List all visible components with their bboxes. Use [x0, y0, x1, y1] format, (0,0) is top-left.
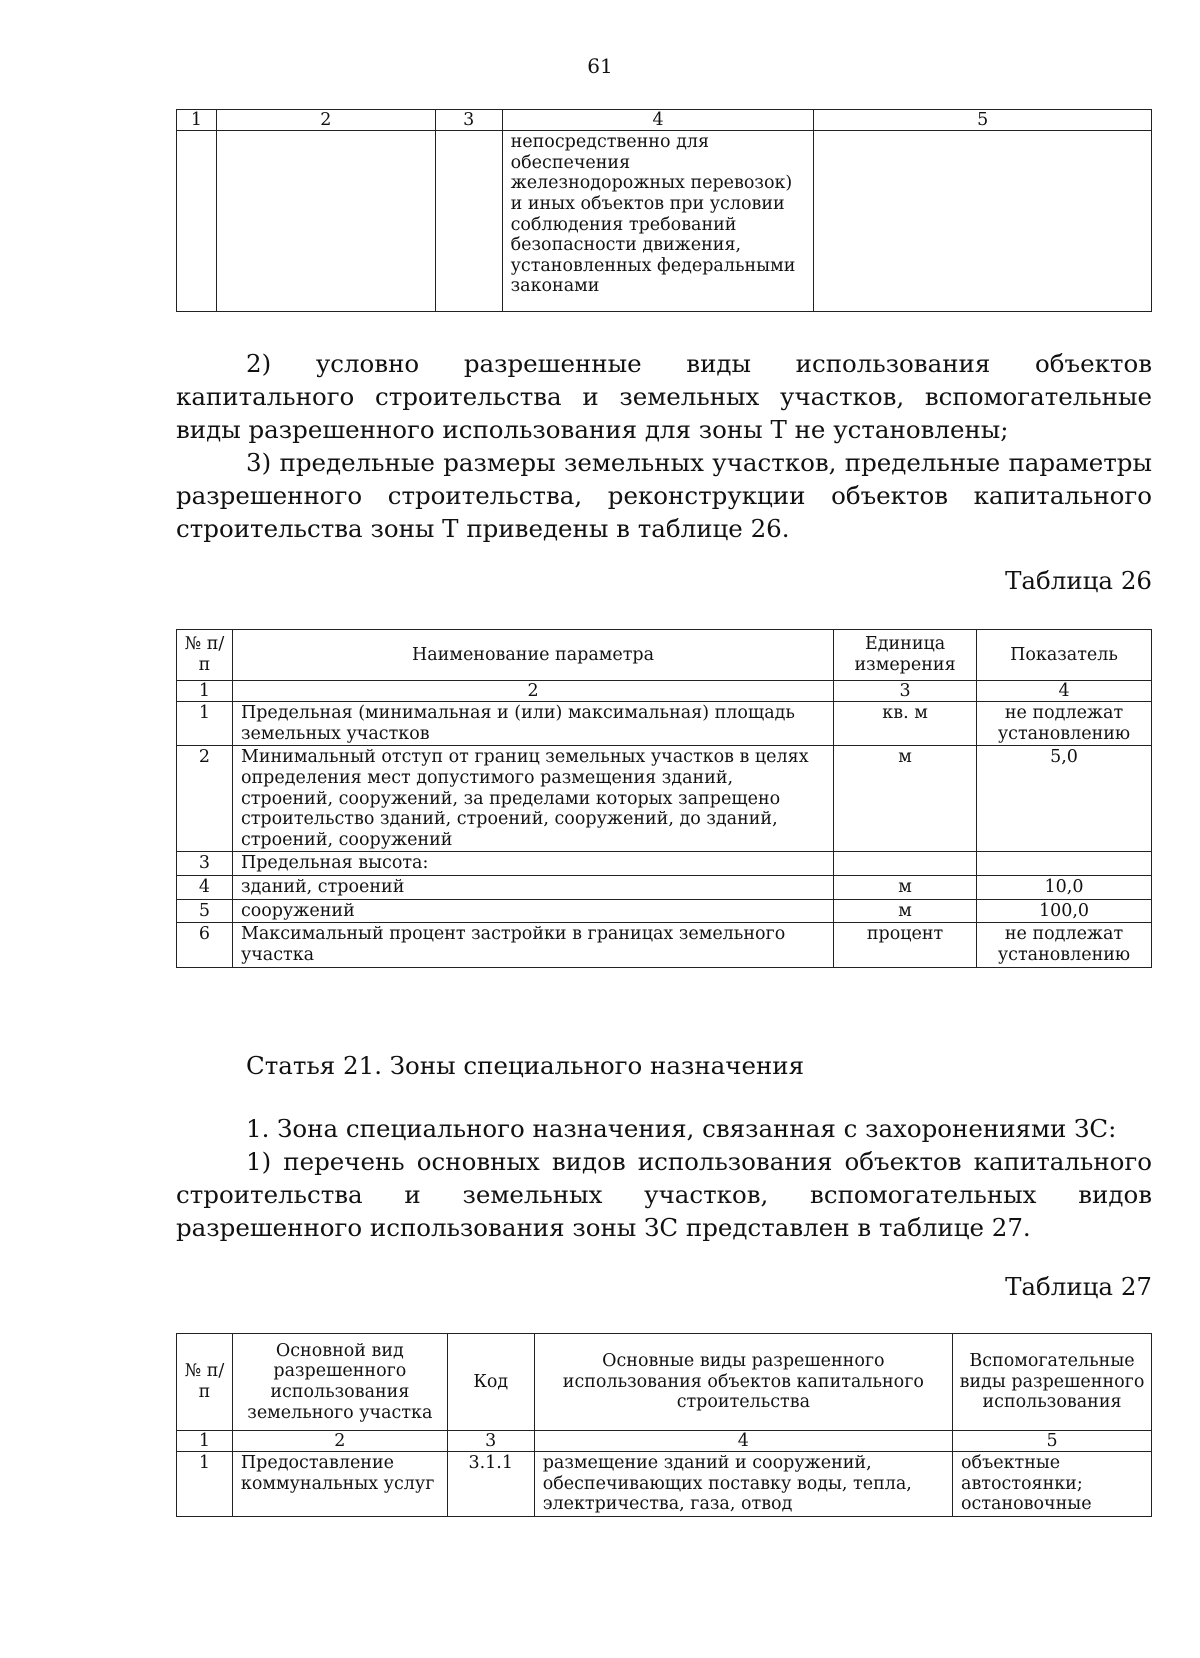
- table-cell: [814, 131, 1152, 312]
- table-row: [177, 702, 1152, 746]
- unit: [834, 852, 977, 876]
- main-uses: размещение зданий и сооружений, обеспечивающих поставку воды, тепла, электричества, газа, отвод: [534, 1452, 952, 1517]
- header-cell: № п/п: [177, 1334, 233, 1431]
- header-cell: Вспомогательные виды разрешенного использования: [953, 1334, 1152, 1431]
- paragraph: 1. Зона специального назначения, связанная с захоронениями ЗС:: [246, 1114, 1117, 1143]
- row-number: 2: [177, 746, 233, 852]
- column-number: 4: [977, 681, 1152, 702]
- header-cell: Наименование параметра: [232, 630, 833, 681]
- table-row: [177, 131, 1152, 312]
- column-number-row: [177, 110, 1152, 131]
- parameter-name: Минимальный отступ от границ земельных участков в целях определения мест допустимого размещения зданий, строений, сооружений, за пределами которых запрещено строительство зданий, строений, сооружений, до зданий, строений, сооружений: [232, 746, 833, 852]
- header-cell: Основные виды разрешенного использования объектов капитального строительства: [534, 1334, 952, 1431]
- unit: процент: [834, 923, 977, 967]
- table-cell: [177, 131, 217, 312]
- table-26: [176, 629, 1152, 968]
- table-cell: [435, 131, 502, 312]
- text-block-2: [176, 1112, 1152, 1244]
- row-number: 3: [177, 852, 233, 876]
- column-number-row: [177, 681, 1152, 702]
- value: [977, 852, 1152, 876]
- value: 100,0: [977, 899, 1152, 923]
- paragraph: 3) предельные размеры земельных участков, предельные параметры разрешенного строительства, реконструкции объектов капитального строительства зоны Т приведены в таблице 26.: [176, 448, 1152, 543]
- unit: кв. м: [834, 702, 977, 746]
- paragraph: 2) условно разрешенные виды использования объектов капитального строительства и земельных участков, вспомогательные виды разрешенного использования для зоны Т не установлены;: [176, 349, 1152, 444]
- parameter-name: Максимальный процент застройки в границах земельного участка: [232, 923, 833, 967]
- header-cell: Основной вид разрешенного использования земельного участка: [232, 1334, 447, 1431]
- table-row: [177, 876, 1152, 900]
- column-number: 1: [177, 681, 233, 702]
- value: 5,0: [977, 746, 1152, 852]
- column-number: 3: [834, 681, 977, 702]
- unit: м: [834, 746, 977, 852]
- table-cell: [216, 131, 435, 312]
- main-use-kind: Предоставление коммунальных услуг: [232, 1452, 447, 1517]
- column-number: 1: [177, 1431, 233, 1452]
- paragraph: 1) перечень основных видов использования объектов капитального строительства и земельных участков, вспомогательных видов разрешенного использования зоны ЗС представлен в таблице 27.: [176, 1147, 1152, 1242]
- parameter-name: сооружений: [232, 899, 833, 923]
- parameter-name: Предельная высота:: [232, 852, 833, 876]
- table-header-row: [177, 1334, 1152, 1431]
- row-number: 5: [177, 899, 233, 923]
- column-number: 2: [232, 1431, 447, 1452]
- parameter-name: зданий, строений: [232, 876, 833, 900]
- column-number: 4: [534, 1431, 952, 1452]
- table-27-caption: Таблица 27: [1005, 1272, 1152, 1301]
- header-cell: Показатель: [977, 630, 1152, 681]
- parameter-name: Предельная (минимальная и (или) максимальная) площадь земельных участков: [232, 702, 833, 746]
- column-number: 4: [502, 110, 814, 131]
- auxiliary-uses: объектные автостоянки; остановочные: [953, 1452, 1152, 1517]
- column-number: 3: [447, 1431, 534, 1452]
- row-number: 1: [177, 702, 233, 746]
- header-cell: № п/п: [177, 630, 233, 681]
- row-number: 6: [177, 923, 233, 967]
- table-continued: [176, 109, 1152, 312]
- table-row: [177, 899, 1152, 923]
- unit: м: [834, 876, 977, 900]
- value: не подлежат установлению: [977, 702, 1152, 746]
- table-row: [177, 852, 1152, 876]
- table-row: [177, 923, 1152, 967]
- header-cell: Код: [447, 1334, 534, 1431]
- article-heading: Статья 21. Зоны специального назначения: [246, 1051, 805, 1080]
- row-number: 1: [177, 1452, 233, 1517]
- table-27: [176, 1333, 1152, 1517]
- header-cell: Единица измерения: [834, 630, 977, 681]
- column-number: 5: [814, 110, 1152, 131]
- column-number-row: [177, 1431, 1152, 1452]
- table-row: [177, 746, 1152, 852]
- column-number: 2: [216, 110, 435, 131]
- text-block-1: [176, 347, 1152, 545]
- value: 10,0: [977, 876, 1152, 900]
- row-number: 4: [177, 876, 233, 900]
- use-code: 3.1.1: [447, 1452, 534, 1517]
- column-number: 2: [232, 681, 833, 702]
- column-number: 1: [177, 110, 217, 131]
- page-number: 61: [587, 54, 613, 78]
- table-26-caption: Таблица 26: [1005, 566, 1152, 595]
- unit: м: [834, 899, 977, 923]
- column-number: 5: [953, 1431, 1152, 1452]
- table-header-row: [177, 630, 1152, 681]
- table-row: [177, 1452, 1152, 1517]
- table-cell: непосредственно для обеспечения железнодорожных перевозок) и иных объектов при условии соблюдения требований безопасности движения, установленных федеральными законами: [502, 131, 814, 312]
- column-number: 3: [435, 110, 502, 131]
- value: не подлежат установлению: [977, 923, 1152, 967]
